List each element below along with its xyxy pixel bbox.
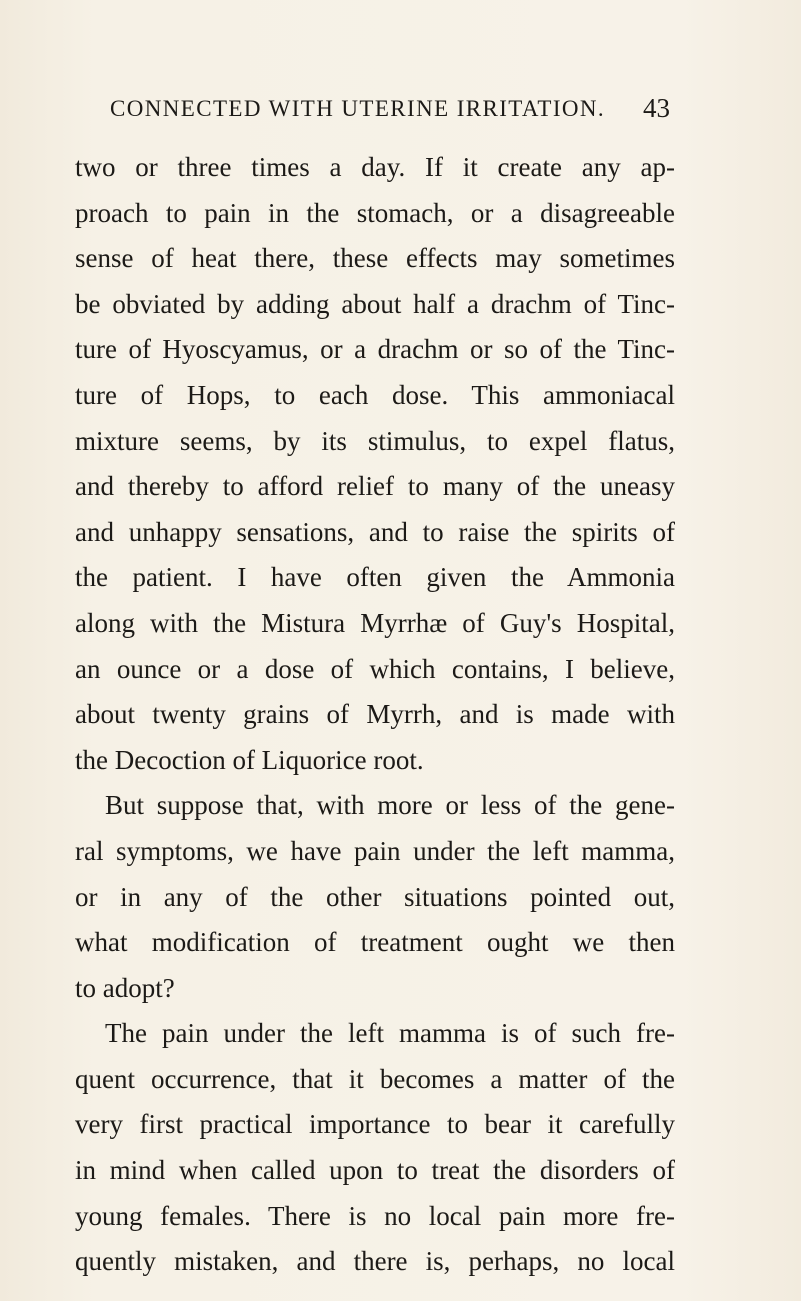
text-line: quently mistaken, and there is, perhaps, no local	[75, 1246, 675, 1277]
text-line: be obviated by adding about half a drachm of Tinc-	[75, 288, 675, 319]
text-line: mixture seems, by its stimulus, to expel flatus,	[75, 425, 675, 456]
text-line: along with the Mistura Myrrhæ of Guy's Hospital,	[75, 607, 675, 638]
text-line: and unhappy sensations, and to raise the spirits of	[75, 516, 675, 547]
text-line: or in any of the other situations pointed out,	[75, 881, 675, 912]
text-line: two or three times a day. If it create any ap-	[75, 152, 675, 182]
running-title: CONNECTED WITH UTERINE IRRITATION.	[110, 96, 606, 121]
body-text	[75, 145, 675, 1285]
text-line: the patient. I have often given the Ammonia	[75, 562, 675, 593]
text-line: what modification of treatment ought we then	[75, 927, 675, 958]
text-line: about twenty grains of Myrrh, and is made with	[75, 699, 675, 730]
text-line: But suppose that, with more or less of the gene-	[105, 790, 675, 821]
text-line: young females. There is no local pain more fre-	[75, 1200, 675, 1231]
text-line: The pain under the left mamma is of such fre-	[105, 1018, 675, 1049]
text-line: an ounce or a dose of which contains, I believe,	[75, 653, 675, 684]
text-line: ture of Hyoscyamus, or a drachm or so of the Tinc-	[75, 334, 675, 365]
page-header	[110, 93, 670, 130]
text-line: very first practical importance to bear it carefully	[75, 1109, 675, 1140]
text-line: ral symptoms, we have pain under the left mamma,	[75, 835, 675, 866]
text-line: and thereby to afford relief to many of the uneasy	[75, 471, 675, 502]
text-line: sense of heat there, these effects may sometimes	[75, 243, 675, 274]
text-line: quent occurrence, that it becomes a matter of the	[75, 1063, 675, 1094]
text-line: in mind when called upon to treat the disorders of	[75, 1155, 675, 1186]
page-number: 43	[643, 93, 670, 123]
text-line: to adopt?	[75, 972, 175, 1003]
text-line: ture of Hops, to each dose. This ammoniacal	[75, 379, 675, 410]
text-line: the Decoction of Liquorice root.	[75, 744, 424, 775]
text-line: proach to pain in the stomach, or a disagreeable	[75, 197, 675, 228]
